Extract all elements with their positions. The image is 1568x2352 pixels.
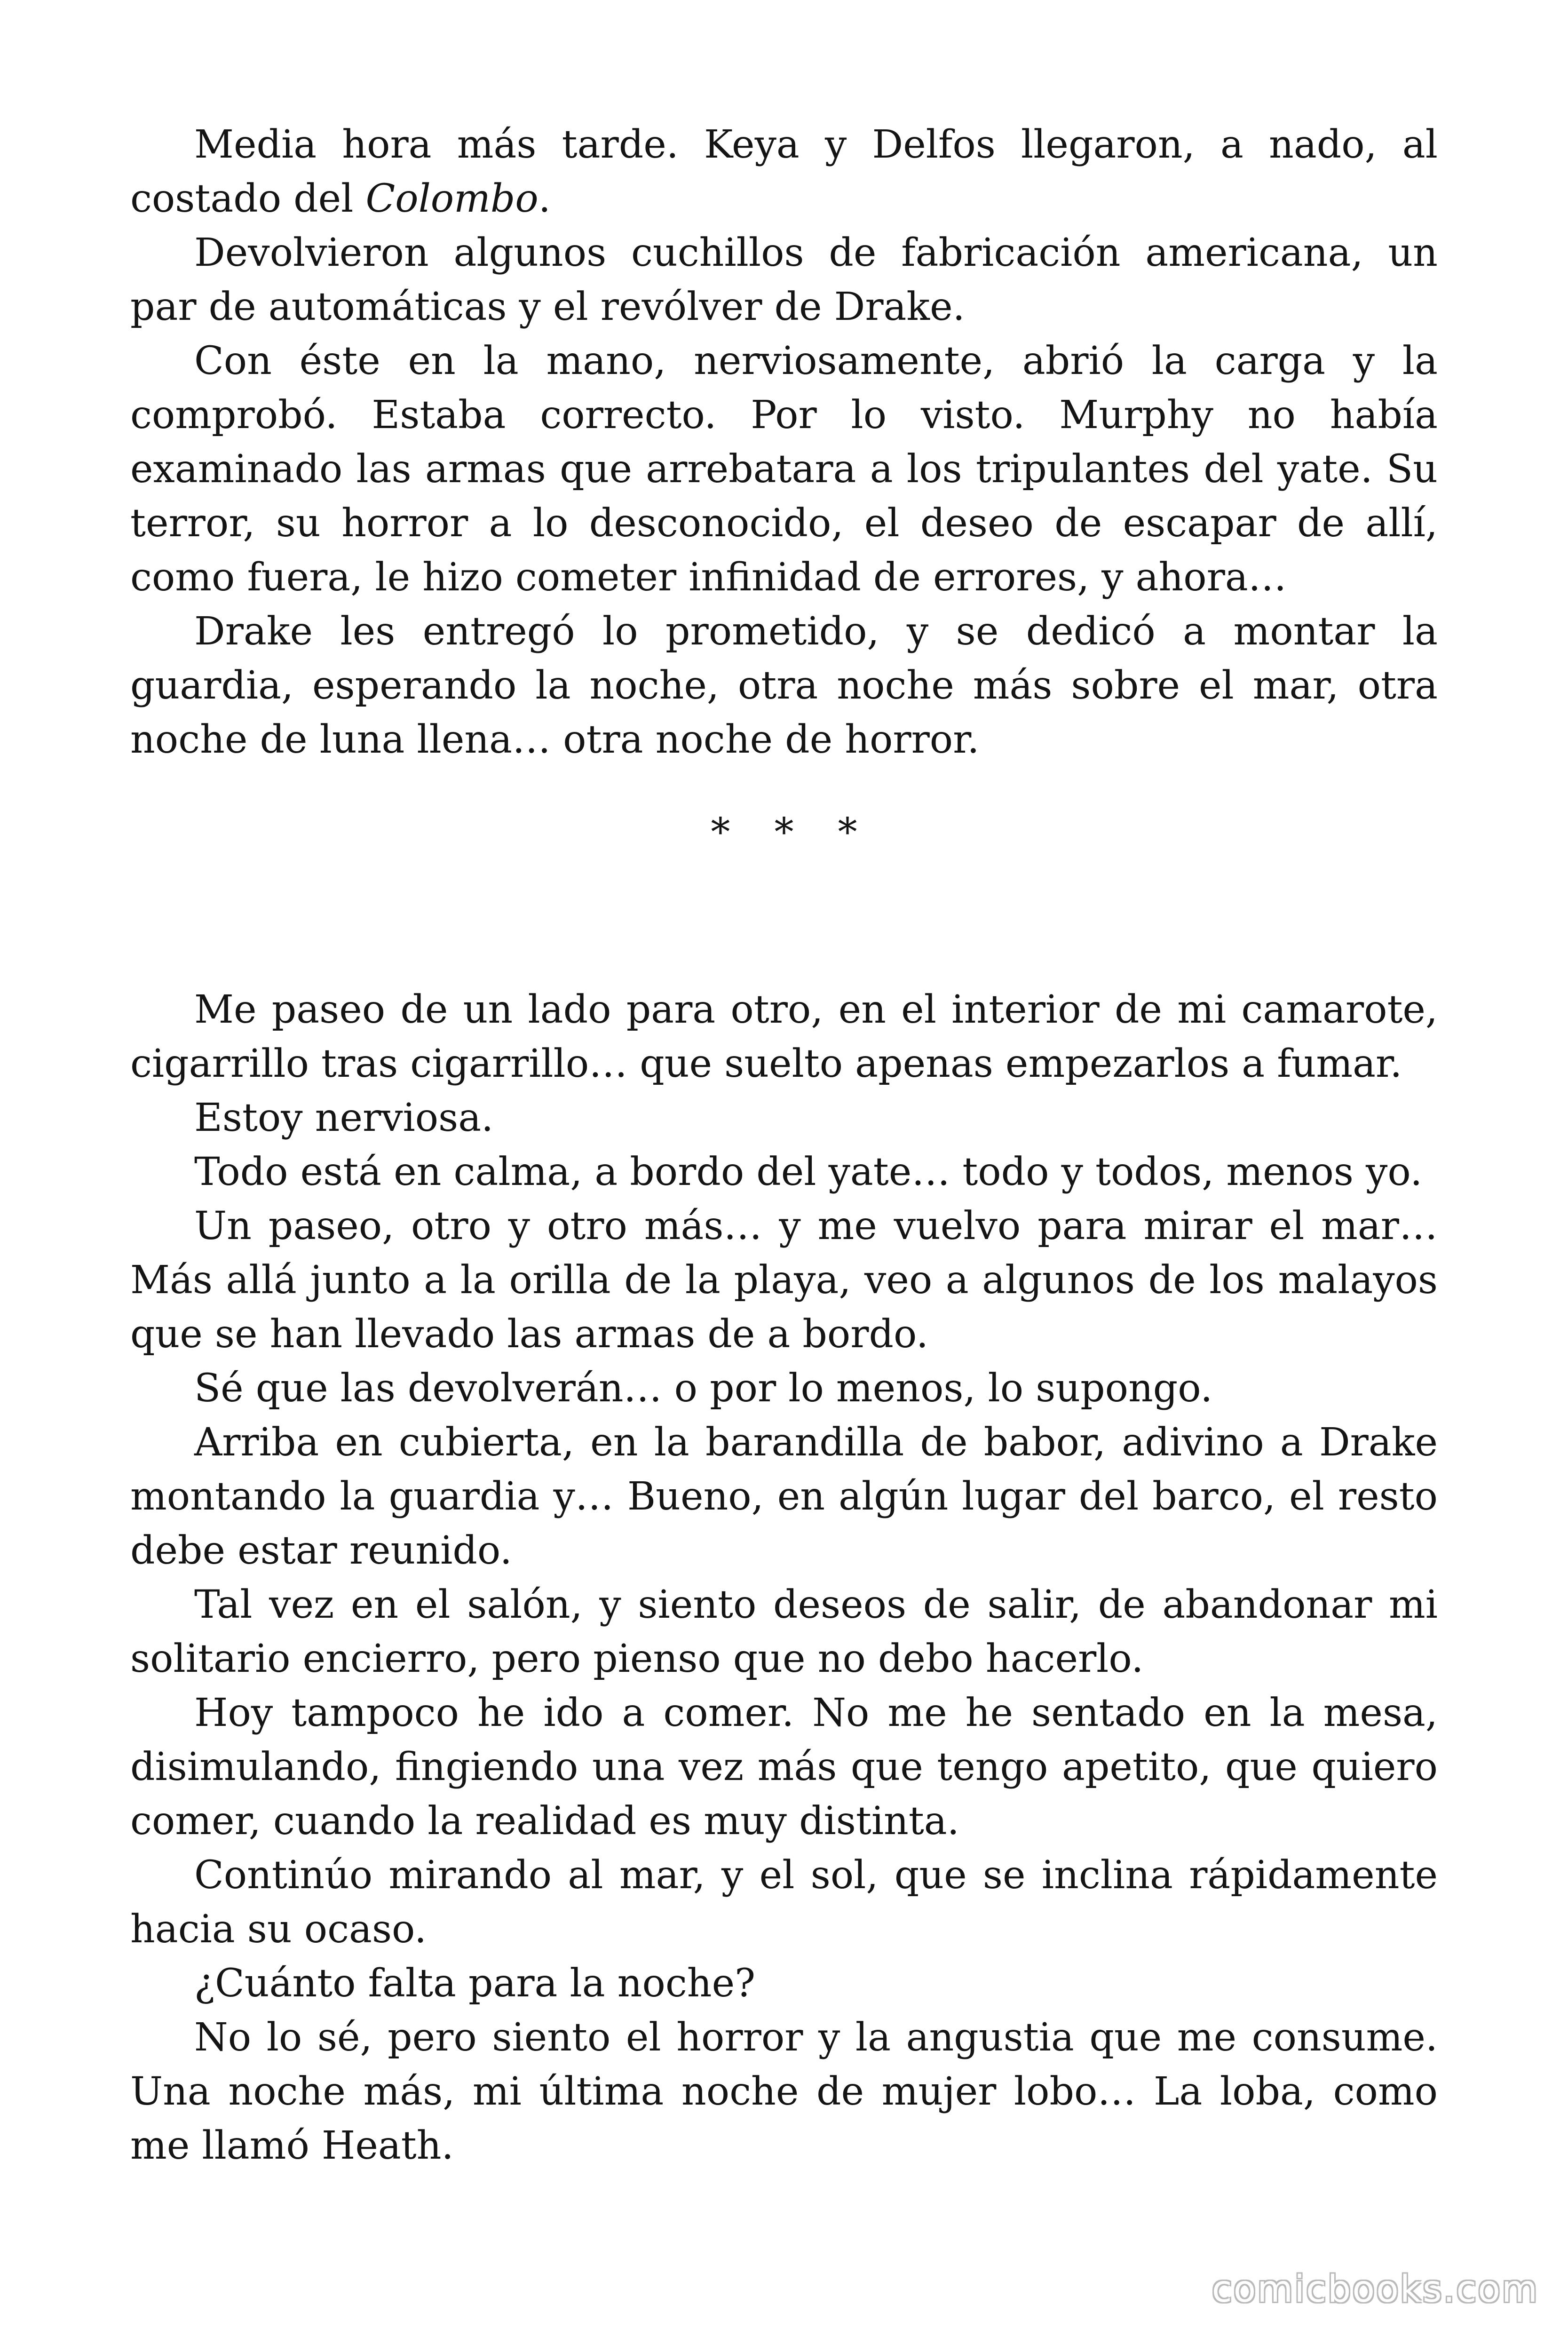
paragraph-5: Me paseo de un lado para otro, en el interior de mi camarote, cigarrillo tras cigarrillo… que suelto apenas empezarlos a fumar.	[130, 987, 1438, 1086]
ship-name-italic: Colombo	[365, 176, 539, 221]
section-break	[130, 767, 1438, 983]
site-watermark: comicbooks.com	[1212, 2268, 1539, 2311]
paragraph-4: Drake les entregó lo prometido, y se dedicó a montar la guardia, esperando la noche, otra noche más sobre el mar, otra noche de luna llena… otra noche de horror.	[130, 609, 1438, 762]
paragraph-11: Tal vez en el salón, y siento deseos de salir, de abandonar mi solitario encierro, pero pienso que no debo hacerlo.	[130, 1582, 1438, 1681]
paragraph-12: Hoy tampoco he ido a comer. No me he sentado en la mesa, disimulando, fingiendo una vez más que tengo apetito, que quiero comer, cuando la realidad es muy distinta.	[130, 1691, 1438, 1843]
paragraph-1-text: Media hora más tarde. Keya y Delfos llegaron, a nado, al costado del	[130, 122, 1438, 221]
paragraph-15: No lo sé, pero siento el horror y la angustia que me consume. Una noche más, mi última noche de mujer lobo… La loba, como me llamó Heath.	[130, 2015, 1438, 2168]
paragraph-3: Con éste en la mano, nerviosamente, abrió la carga y la comprobó. Estaba correcto. Por lo visto. Murphy no había examinado las armas que arrebatara a los tripulantes del yate. Su terror, su horror a lo desconocido, el deseo de escapar de allí, como fuera, le hizo cometer infinidad de errores, y ahora…	[130, 339, 1438, 600]
paragraph-13: Continúo mirando al mar, y el sol, que se inclina rápidamente hacia su ocaso.	[130, 1853, 1438, 1952]
paragraph-1	[130, 118, 1438, 226]
paragraph-9: Sé que las devolverán… o por lo menos, lo supongo.	[194, 1366, 1213, 1411]
section-after-break	[130, 983, 1438, 2173]
paragraph-7: Todo está en calma, a bordo del yate… todo y todos, menos yo.	[194, 1150, 1423, 1194]
paragraph-1-end: .	[538, 176, 551, 221]
section-break-asterisks: * * *	[711, 810, 873, 855]
page-text	[130, 118, 1438, 2173]
paragraph-6: Estoy nerviosa.	[194, 1096, 494, 1140]
paragraph-14: ¿Cuánto falta para la noche?	[194, 1961, 756, 2006]
paragraph-8: Un paseo, otro y otro más… y me vuelvo para mirar el mar… Más allá junto a la orilla de la playa, veo a algunos de los malayos que se han llevado las armas de a bordo.	[130, 1204, 1438, 1357]
paragraph-10: Arriba en cubierta, en la barandilla de babor, adivino a Drake montando la guardia y… Bueno, en algún lugar del barco, el resto debe estar reunido.	[130, 1420, 1438, 1573]
paragraph-2: Devolvieron algunos cuchillos de fabricación americana, un par de automáticas y el revólver de Drake.	[130, 230, 1438, 329]
